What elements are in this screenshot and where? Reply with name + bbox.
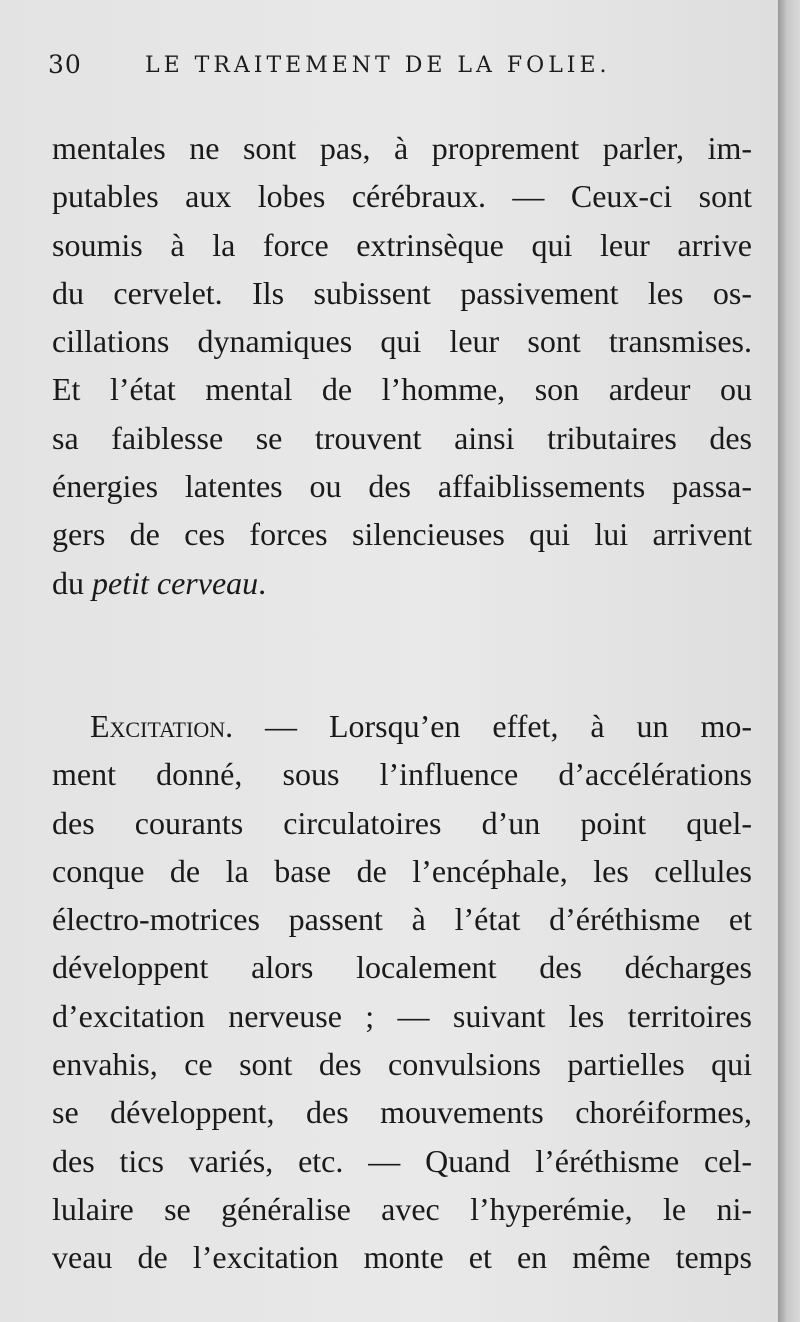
text-line-first xyxy=(52,702,752,750)
text-line: sa faiblesse se trouvent ainsi tributaires des xyxy=(52,419,752,456)
text-line: des courants circulatoires d’un point quel- xyxy=(52,804,752,841)
text-fragment: du xyxy=(52,564,92,601)
text-line: Et l’état mental de l’homme, son ardeur ou xyxy=(52,371,752,408)
text-line: mentales ne sont pas, à proprement parler, im- xyxy=(52,130,752,166)
text-line: électro-motrices passent à l’état d’éréthisme et xyxy=(52,901,752,938)
text-line: envahis, ce sont des convulsions partielles qui xyxy=(52,1046,752,1083)
text-line: énergies latentes ou des affaiblissements passa- xyxy=(52,468,752,505)
text-line: conque de la base de l’encéphale, les cellules xyxy=(52,852,752,889)
text-fragment: . xyxy=(258,564,267,601)
text-line: gers de ces forces silencieuses qui lui arrivent xyxy=(52,516,752,553)
paragraph-excitation xyxy=(52,702,752,1282)
section-heading: Excitation. xyxy=(90,708,234,744)
text-line: soumis à la force extrinsèque qui leur arrive xyxy=(52,226,752,263)
paragraph-continued xyxy=(52,124,752,607)
text-line: se développent, des mouvements choréiformes, xyxy=(52,1094,752,1131)
text-line: des tics variés, etc. — Quand l’éréthisme cel- xyxy=(52,1142,752,1179)
text-line: lulaire se généralise avec l’hyperémie, le ni- xyxy=(52,1190,752,1227)
page-edge-shadow xyxy=(778,0,800,1322)
text-line: ment donné, sous l’influence d’accélérations xyxy=(52,756,752,793)
italic-term: petit cerveau xyxy=(92,564,259,601)
text-line: veau de l’excitation monte et en même temps xyxy=(52,1239,752,1276)
text-fragment: — Lorsqu’en effet, à un mo- xyxy=(233,708,752,744)
text-line: cillations dynamiques qui leur sont transmises. xyxy=(52,323,752,360)
text-line: du cervelet. Ils subissent passivement les os- xyxy=(52,274,752,311)
text-line: putables aux lobes cérébraux. — Ceux-ci sont xyxy=(52,178,752,215)
running-head xyxy=(48,50,748,90)
page-number: 30 xyxy=(48,50,82,79)
running-title: LE TRAITEMENT DE LA FOLIE. xyxy=(145,53,611,78)
text-line: développent alors localement des décharges xyxy=(52,949,752,986)
text-line: d’excitation nerveuse ; — suivant les territoires xyxy=(52,997,752,1034)
text-line-last xyxy=(52,559,752,607)
